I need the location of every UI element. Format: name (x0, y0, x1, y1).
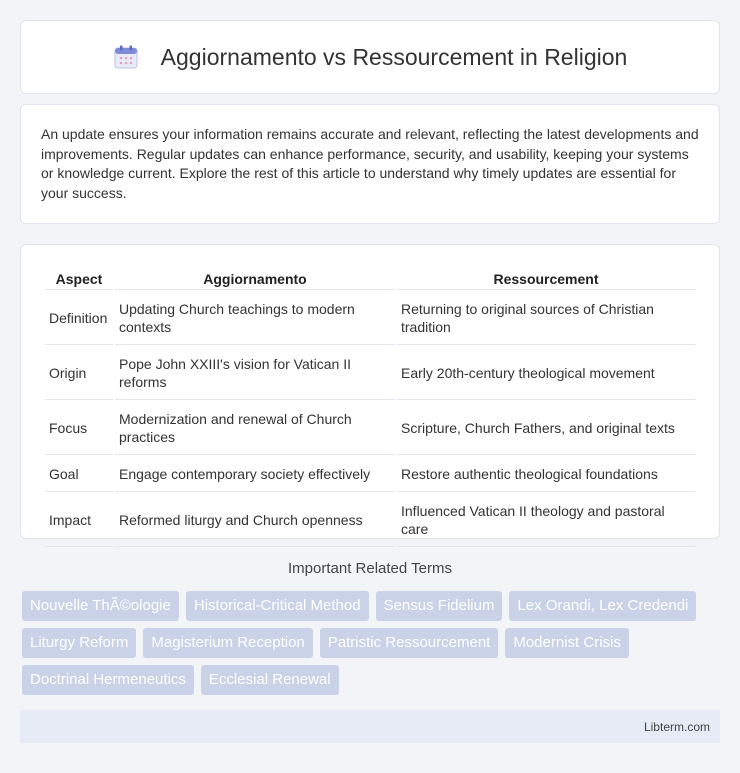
row-aggiornamento: Pope John XXIII's vision for Vatican II reforms (115, 347, 395, 400)
related-term-tag[interactable]: Sensus Fidelium (376, 591, 503, 621)
row-ressourcement: Early 20th-century theological movement (397, 347, 695, 400)
footer-site-link[interactable]: Libterm.com (643, 719, 710, 734)
related-terms-title: Important Related Terms (288, 560, 452, 577)
page-title: Aggiornamento vs Ressourcement in Religion (160, 43, 628, 70)
row-aggiornamento: Modernization and renewal of Church practices (115, 402, 395, 455)
row-aggiornamento: Reformed liturgy and Church openness (115, 494, 395, 547)
header-card (20, 20, 720, 94)
related-term-tag[interactable]: Doctrinal Hermeneutics (22, 665, 194, 695)
footer (20, 710, 720, 743)
comparison-table-card (20, 244, 720, 539)
table-header-row (45, 265, 695, 290)
intro-text: An update ensures your information remains accurate and relevant, reflecting the latest developments and improvements. Regular updates can enhance performance, security, and usability, keeping your systems or knowledge current. Explore the rest of this article to understand why timely updates are essential for your success. (41, 126, 699, 201)
table-row (45, 292, 695, 345)
related-terms-tags (22, 591, 722, 695)
calendar-icon (113, 44, 139, 70)
table-row (45, 494, 695, 547)
table-row (45, 402, 695, 455)
table-row (45, 347, 695, 400)
title-wrap (113, 44, 628, 71)
row-ressourcement: Influenced Vatican II theology and pastoral care (397, 494, 695, 547)
intro-card (20, 104, 720, 224)
related-term-tag[interactable]: Ecclesial Renewal (201, 665, 339, 695)
header-ressourcement: Ressourcement (397, 265, 695, 290)
related-term-tag[interactable]: Lex Orandi, Lex Credendi (509, 591, 696, 621)
related-term-tag[interactable]: Liturgy Reform (22, 628, 136, 658)
related-term-tag[interactable]: Magisterium Reception (143, 628, 312, 658)
row-aspect: Focus (45, 402, 113, 455)
header-aspect: Aspect (45, 265, 113, 290)
row-aggiornamento: Engage contemporary society effectively (115, 457, 395, 492)
row-aspect: Definition (45, 292, 113, 345)
row-ressourcement: Restore authentic theological foundations (397, 457, 695, 492)
row-aggiornamento: Updating Church teachings to modern contexts (115, 292, 395, 345)
row-ressourcement: Scripture, Church Fathers, and original texts (397, 402, 695, 455)
row-aspect: Origin (45, 347, 113, 400)
comparison-table (43, 263, 697, 549)
related-term-tag[interactable]: Patristic Ressourcement (320, 628, 499, 658)
table-row (45, 457, 695, 492)
row-aspect: Impact (45, 494, 113, 547)
header-aggiornamento: Aggiornamento (115, 265, 395, 290)
related-term-tag[interactable]: Modernist Crisis (505, 628, 629, 658)
row-ressourcement: Returning to original sources of Christian tradition (397, 292, 695, 345)
related-term-tag[interactable]: Historical-Critical Method (186, 591, 369, 621)
row-aspect: Goal (45, 457, 113, 492)
related-term-tag[interactable]: Nouvelle ThÃ©ologie (22, 591, 179, 621)
